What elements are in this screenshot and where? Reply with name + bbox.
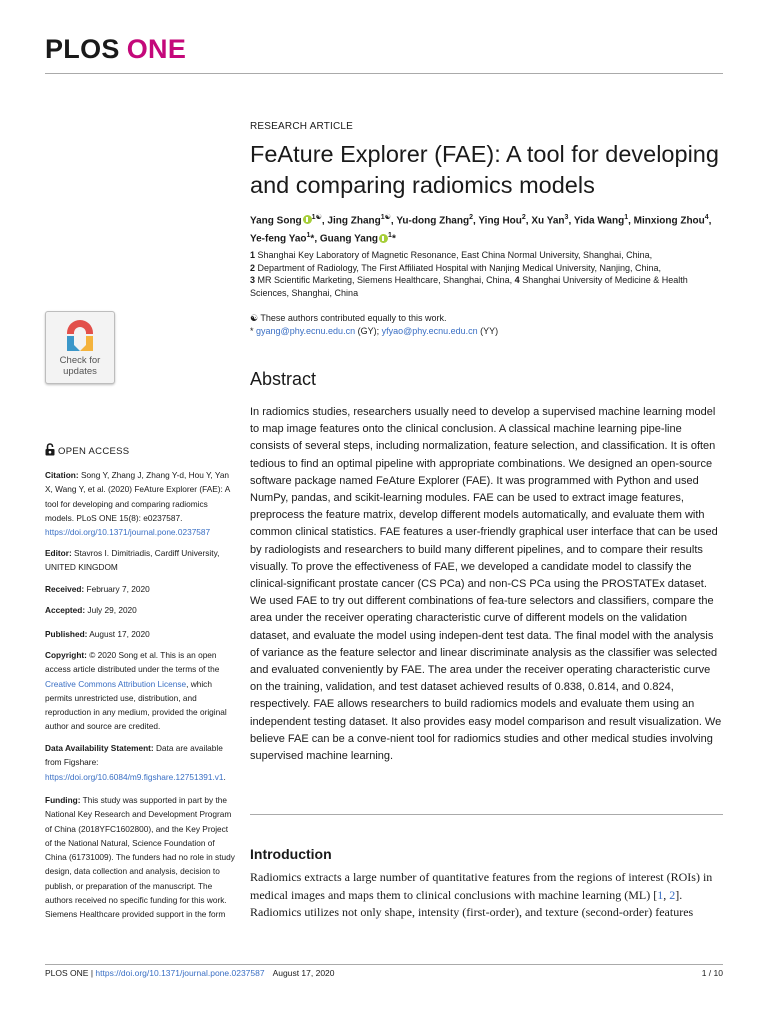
- orcid-icon[interactable]: [379, 234, 388, 243]
- author-affiliation-marker: 1☯: [311, 214, 322, 221]
- affiliations: 1 Shanghai Key Laboratory of Magnetic Resonance, East China Normal University, Shanghai, China, 2 Department of Radiology, The First Affiliated Hospital with Nanjing Medical University, Nanjing, China, 3 MR Scientific Marketing, Siemens Healthcare, Shanghai, China, 4 Shanghai University of Medicine & Health Sciences, Shanghai, China: [250, 250, 688, 298]
- page-number: 1 / 10: [701, 968, 723, 978]
- editor-block: Editor: Stavros I. Dimitriadis, Cardiff University, UNITED KINGDOM: [45, 548, 220, 573]
- reference-link-2[interactable]: 2: [669, 887, 676, 902]
- copyright-block: Copyright: © 2020 Song et al. This is an open access article distributed under the terms of the Creative Commons Attribution License, which permits unrestricted use, distribution, and reproduction in any medium, provided the original author and source are credited.: [45, 650, 227, 732]
- abstract-text: In radiomics studies, researchers usually need to develop a supervised machine learning model to map image features onto the clinical conclusion. A classical machine learning pipe-line consists of several steps, including normalization, feature selection, and classification. It is often tedious to find an optimal pipeline with appropriate combinations. We designed an open-source software package named FeAture Explorer (FAE). It was programmed with Python and used NumPy, pandas, and scikit-learning modules. FAE can be used to extract image features, preprocess the feature matrix, develop different models automatically, and evaluate them with common clinical statistics. FAE features a user-friendly graphical user interface that can be used by radiologists and researchers to build many different pipelines, and to compare their results visually. To prove the effectiveness of FAE, we developed a candidate model to classify the clinical-significant prostate cancer (CS PCa) and non-CS PCa using the PROSTATEx dataset. We used FAE to try out different combinations of fea-ture selectors and classifiers, compare the area under the receiver operating characteristic curve of different models on the validation dataset, and evaluate the model using indepen-dent test data. The final model with the analysis of variance as the feature selector and linear discriminate analysis as the classifier was selected and evaluated conveniently by FAE. The area under the receiver operating characteristic curve on the training, validation, and test dataset achieved results of 0.838, 0.814, and 0.824, respectively. FAE allows researchers to build radiomics models and evaluate them using an independent testing dataset. It also provides easy model comparison and result visualization. We believe FAE can be a conve-nient tool for radiomics studies and other medical studies involving supervised machine learning.: [250, 406, 722, 763]
- author-affiliation-marker: 3: [564, 214, 569, 221]
- footer-divider: [45, 964, 723, 965]
- orcid-icon[interactable]: [303, 215, 312, 224]
- accepted-date: Accepted: July 29, 2020: [45, 605, 137, 615]
- check-for-updates-label: Check for updates: [59, 355, 101, 377]
- author-affiliation-marker: 2: [469, 214, 473, 221]
- citation-block: Citation: Song Y, Zhang J, Zhang Y-d, Hou Y, Yan X, Wang Y, et al. (2020) FeAture Explorer (FAE): A tool for developing and comparing radiomics models. PLoS ONE 15(8): e0237587. https://doi.org/10.1371/journal.pone.0237587: [45, 470, 230, 538]
- author-affiliation-marker: 1: [306, 232, 311, 240]
- author-name: Ye-feng Yao: [250, 233, 307, 245]
- author-separator: ,: [525, 215, 532, 227]
- open-access-label: OPEN ACCESS: [45, 443, 129, 457]
- author-affiliation-marker: 2: [521, 214, 526, 221]
- header-divider: [45, 73, 723, 74]
- author-name: Yang Song: [250, 215, 302, 227]
- author-separator: ,: [708, 215, 712, 227]
- logo-one: ONE: [126, 34, 187, 64]
- check-for-updates-badge[interactable]: [45, 311, 115, 384]
- logo-plos: PLOS: [45, 34, 120, 64]
- data-availability-block: Data Availability Statement: Data are available from Figshare: https://doi.org/10.6084/m9.figshare.12751391.v1.: [45, 743, 226, 782]
- footer: PLOS ONE | https://doi.org/10.1371/journal.pone.0237587 August 17, 2020: [45, 968, 335, 978]
- author-separator: *: [391, 233, 396, 245]
- article-type: RESEARCH ARTICLE: [250, 121, 354, 132]
- author-separator: ,: [628, 215, 634, 227]
- introduction-heading: Introduction: [250, 846, 332, 862]
- section-divider: [250, 814, 723, 815]
- footer-doi-link[interactable]: https://doi.org/10.1371/journal.pone.0237587: [95, 968, 265, 978]
- author-affiliation-marker: 1: [624, 214, 629, 221]
- author-affiliation-marker: 4: [704, 214, 709, 221]
- footer-date: August 17, 2020: [272, 968, 335, 978]
- author-separator: ,: [321, 215, 328, 227]
- author-separator: ,: [472, 215, 479, 227]
- published-date: Published: August 17, 2020: [45, 629, 150, 639]
- introduction-text: Radiomics extracts a large number of quantitative features from the regions of interest (ROIs) in medical images and maps them to clinical conclusions with machine learning (ML) [1, 2]. Radiomics utilizes not only shape, intensity (first-order), and texture (second-order) features: [250, 870, 713, 919]
- crossmark-icon: [64, 318, 96, 354]
- author-separator: *,: [310, 233, 320, 245]
- author-name: Xu Yan: [531, 215, 565, 227]
- funding-block: Funding: This study was supported in part by the National Key Research and Development Program of China (2018YFC1602800), and the Key Project of the National Natural, Science Foundation of China (61731009). The funders had no role in study design, data collection and analysis, decision to publish, or preparation of the manuscript. The authors received no specific funding for this work. Siemens Healthcare provided support in the form: [45, 795, 235, 920]
- author-affiliation-marker: 1: [388, 232, 392, 240]
- email-link-gy[interactable]: gyang@phy.ecnu.edu.cn: [256, 325, 356, 336]
- author-notes: [250, 312, 724, 337]
- author-name: Yu-dong Zhang: [396, 215, 470, 227]
- author-name: Jing Zhang: [327, 215, 381, 227]
- author-separator: ,: [568, 215, 574, 227]
- reference-link-1[interactable]: 1: [657, 887, 664, 902]
- correspondence-line: * gyang@phy.ecnu.edu.cn (GY); yfyao@phy.ecnu.edu.cn (YY): [250, 325, 499, 336]
- author-list: [250, 210, 724, 247]
- open-lock-icon: [45, 443, 55, 456]
- figshare-link[interactable]: https://doi.org/10.6084/m9.figshare.12751391.v1: [45, 771, 224, 782]
- author-affiliation-marker: 1☯: [380, 214, 391, 221]
- author-name: Minxiong Zhou: [633, 215, 705, 227]
- author-separator: ,: [390, 215, 397, 227]
- author-name: Yida Wang: [573, 215, 625, 227]
- author-name: Ying Hou: [478, 215, 522, 227]
- equal-contribution-note: ☯ These authors contributed equally to this work.: [250, 313, 447, 323]
- journal-logo: [45, 34, 186, 65]
- author-name: Guang Yang: [319, 233, 379, 245]
- article-title: FeAture Explorer (FAE): A tool for developing and comparing radiomics models: [250, 141, 719, 198]
- license-link[interactable]: Creative Commons Attribution License: [45, 678, 187, 689]
- email-link-yy[interactable]: yfyao@phy.ecnu.edu.cn: [381, 325, 478, 336]
- citation-doi-link[interactable]: https://doi.org/10.1371/journal.pone.0237587: [45, 527, 211, 538]
- received-date: Received: February 7, 2020: [45, 584, 150, 594]
- abstract-heading: Abstract: [250, 369, 317, 389]
